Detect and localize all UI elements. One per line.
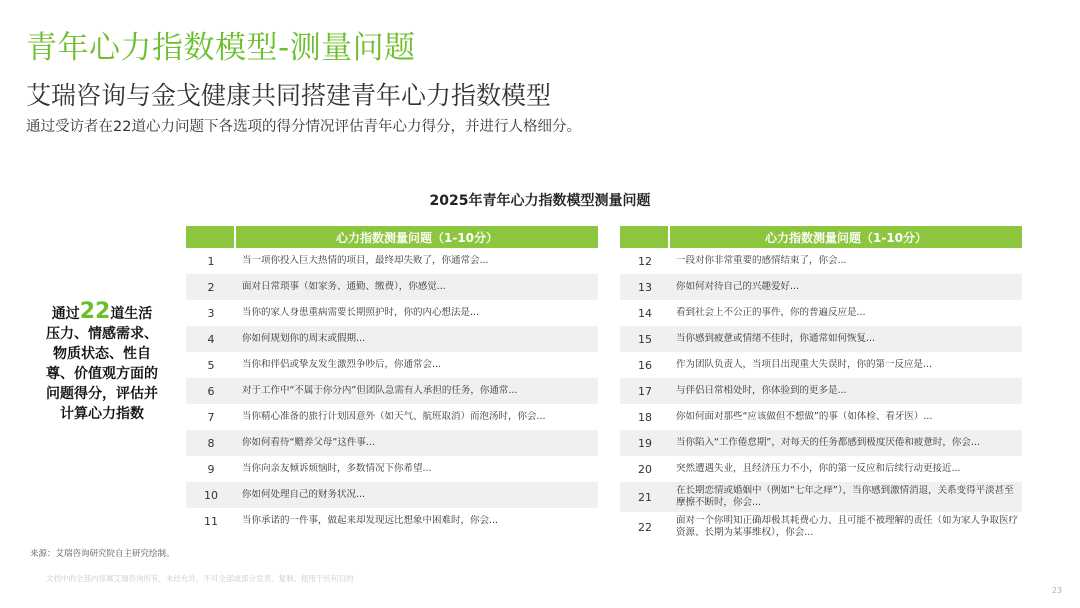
question-text: 对于工作中“不属于你分内”但团队急需有人承担的任务，你通常... (242, 385, 518, 396)
left-table-header (186, 226, 598, 248)
table-row (620, 512, 1022, 542)
table-row (186, 274, 598, 300)
side-note (46, 299, 158, 424)
table-row (186, 430, 598, 456)
question-text: 你如何面对那些“应该做但不想做”的事（如体检、看牙医）... (676, 411, 933, 422)
question-text: 一段对你非常重要的感情结束了，你会... (676, 255, 847, 266)
table-row (186, 482, 598, 508)
side-note-text: 道生活压力、情感需求、物质状态、性自尊、价值观方面的问题得分，评估并计算心力指数 (46, 306, 158, 422)
page-description: 通过受访者在22道心力问题下各选项的得分情况评估青年心力得分，并进行人格细分。 (26, 119, 581, 135)
question-text: 当你承诺的一件事，做起来却发现远比想象中困难时，你会... (242, 515, 499, 526)
question-number: 5 (207, 358, 215, 372)
question-text: 你如何处理自己的财务状况... (242, 489, 366, 500)
table-row (186, 352, 598, 378)
table-row (186, 508, 598, 534)
page-subtitle: 艾瑞咨询与金戈健康共同搭建青年心力指数模型 (26, 81, 552, 110)
question-text: 当你和伴侣或挚友发生激烈争吵后，你通常会... (242, 359, 442, 370)
question-number: 20 (638, 462, 652, 476)
question-number: 21 (638, 490, 652, 504)
copyright-footnote: 文档中的全部内容属艾瑞咨询所有，未经允许，不可全部或部分发表、复制、使用于任何目的 (46, 574, 354, 583)
right-table-header (620, 226, 1022, 248)
table-row (620, 378, 1022, 404)
side-note-number: 22 (79, 299, 111, 324)
left-table-header-label: 心力指数测量问题（1-10分） (335, 230, 499, 245)
question-number: 7 (207, 410, 215, 424)
table-row (186, 456, 598, 482)
question-text: 当你精心准备的旅行计划因意外（如天气、航班取消）而泡汤时，你会... (242, 411, 546, 422)
left-table-body (186, 248, 598, 534)
table-title: 2025年青年心力指数模型测量问题 (429, 193, 651, 209)
question-number: 12 (638, 254, 652, 268)
question-number: 8 (207, 436, 215, 450)
table-row (620, 404, 1022, 430)
page-title: 青年心力指数模型-测量问题 (26, 30, 416, 66)
table-row (620, 300, 1022, 326)
right-table-header-label: 心力指数测量问题（1-10分） (764, 230, 928, 245)
question-text: 当你感到疲惫或情绪不佳时，你通常如何恢复... (676, 333, 876, 344)
question-text: 面对日常琐事（如家务、通勤、缴费），你感觉... (242, 281, 446, 292)
table-row (620, 352, 1022, 378)
side-note-prefix: 通过 (51, 306, 80, 322)
question-text: 作为团队负责人，当项目出现重大失误时，你的第一反应是... (676, 359, 933, 370)
question-text: 突然遭遇失业，且经济压力不小，你的第一反应和后续行动更接近... (676, 463, 961, 474)
question-text: 当你陷入“工作倦怠期”，对每天的任务都感到极度厌倦和疲惫时，你会... (676, 437, 980, 448)
question-number: 16 (638, 358, 652, 372)
question-number: 13 (638, 280, 652, 294)
question-number: 17 (638, 384, 652, 398)
question-text: 你如何对待自己的兴趣爱好... (676, 281, 800, 292)
question-text: 当你向亲友倾诉烦恼时，多数情况下你希望... (242, 463, 432, 474)
question-text: 你如何规划你的周末或假期... (242, 333, 366, 344)
right-table-header-num (620, 226, 670, 248)
question-number: 9 (207, 462, 215, 476)
question-number: 3 (207, 306, 215, 320)
table-row (186, 378, 598, 404)
question-number: 19 (638, 436, 652, 450)
question-text: 你如何看待“赡养父母”这件事... (242, 437, 375, 448)
question-text: 当你的家人身患重病需要长期照护时，你的内心想法是... (242, 307, 480, 318)
question-number: 10 (204, 488, 218, 502)
question-number: 22 (638, 520, 652, 534)
question-text: 当一项你投入巨大热情的项目，最终却失败了，你通常会... (242, 255, 489, 266)
table-row (620, 274, 1022, 300)
question-number: 6 (207, 384, 215, 398)
question-number: 11 (204, 514, 218, 528)
table-row (620, 248, 1022, 274)
question-number: 15 (638, 332, 652, 346)
page-number: 23 (1051, 586, 1062, 595)
question-number: 18 (638, 410, 652, 424)
table-row (186, 404, 598, 430)
table-row (620, 456, 1022, 482)
question-text: 看到社会上不公正的事件，你的普遍反应是... (676, 307, 866, 318)
source-note: 来源：艾瑞咨询研究院自主研究绘制。 (30, 549, 175, 559)
question-number: 14 (638, 306, 652, 320)
question-number: 4 (207, 332, 215, 346)
question-number: 1 (207, 254, 215, 268)
table-row (186, 326, 598, 352)
right-table-body (620, 248, 1022, 542)
question-text: 与伴侣日常相处时，你体验到的更多是... (676, 385, 847, 396)
table-row (186, 248, 598, 274)
question-text: 在长期恋情或婚姻中（例如“七年之痒”），当你感到激情消退，关系变得平淡甚至摩擦不断时，你会... (676, 485, 1014, 508)
left-table-header-num (186, 226, 236, 248)
left-question-table (186, 226, 598, 534)
table-row (620, 430, 1022, 456)
table-row (186, 300, 598, 326)
right-question-table (620, 226, 1022, 542)
question-number: 2 (207, 280, 215, 294)
table-row (620, 482, 1022, 512)
question-text: 面对一个你明知正确却极其耗费心力、且可能不被理解的责任（如为家人争取医疗资源、长期为某事维权），你会... (676, 515, 1019, 538)
table-row (620, 326, 1022, 352)
